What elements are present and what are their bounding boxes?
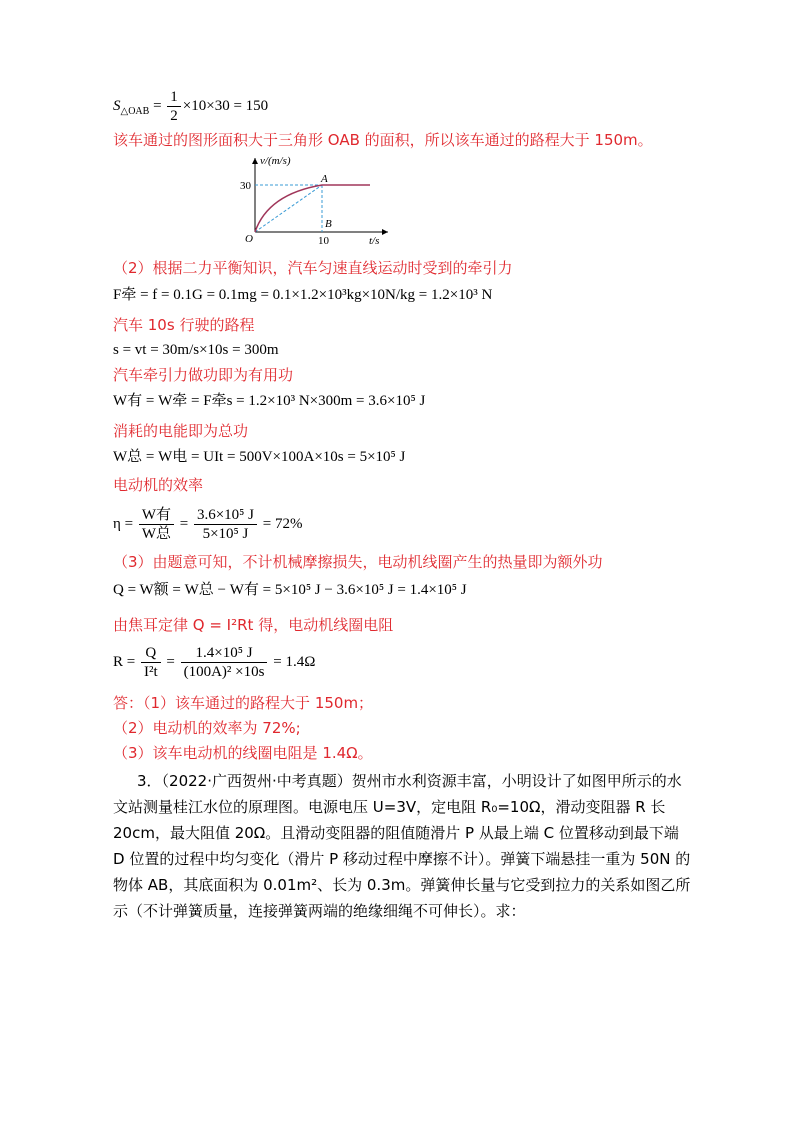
answer-3: （3）该车电动机的线圈电阻是 1.4Ω。 (113, 744, 373, 762)
total-work-label: 消耗的电能即为总功 (113, 422, 249, 440)
resistance-values (181, 644, 268, 681)
useful-work-equation: W有 = W牵 = F牵s = 1.2×10³ N×300m = 3.6×10⁵ J (113, 393, 426, 409)
y-axis-label: v/(m/s) (260, 155, 291, 167)
efficiency-values (194, 506, 257, 543)
fraction-numerator: 1.4×10⁵ J (181, 644, 268, 663)
fraction-numerator: Q (141, 644, 161, 663)
triangle-area-equation: $S_{\triangle OAB}$ = $\frac{1}{2}$ ×10×30 = 150 (113, 89, 269, 124)
area-subscript: △OAB (120, 105, 150, 117)
fraction-denominator: W总 (141, 526, 171, 543)
resistance-formula (141, 644, 161, 681)
efficiency-ratio (139, 506, 174, 543)
velocity-time-graph (230, 152, 400, 252)
force-equation: F牵 = f = 0.1G = 0.1mg = 0.1×1.2×10³kg×10N/kg = 1.2×10³ N (113, 287, 493, 303)
useful-work-label: 汽车牵引力做功即为有用功 (113, 366, 294, 384)
step2-intro: （2）根据二力平衡知识，汽车匀速直线运动时受到的牵引力 (113, 259, 513, 277)
answer-1: 答：（1）该车通过的路程大于 150m； (113, 694, 374, 712)
answer-2: （2）电动机的效率为 72%; (113, 719, 301, 737)
x-axis-label: t/s (369, 235, 380, 247)
efficiency-equation: η = $\frac{\text{W有}}{\text{W总}}$ = $\frac{\text{3.6×10⁵ J}}{\text{5×10⁵ J}}$ = 72% (113, 507, 303, 543)
dashed-diagonal-oa (255, 185, 322, 232)
point-a-label: A (321, 173, 328, 185)
problem-3-text: 3．（2022·广西贺州·中考真题）贺州市水利资源丰富，小明设计了如图甲所示的水文站测量桂江水位的原理图。电源电压 U=3V，定电阻 R₀=10Ω，滑动变阻器 R 长 20cm，最大阻值 20Ω。且滑动变阻器的阻值随滑片 P 从最上端 C 位置移动到最下端 D 位置的过程中均匀变化（滑片 P 移动过程中摩擦不计）。弹簧下端悬挂一重为 50N 的物体 AB，其底面积为 0.01m²、长为 0.3m。弹簧伸长量与它受到拉力的关系如图乙所示（不计弹簧质量，连接弹簧两端的绝缘细绳不可伸长）。求： (113, 772, 691, 920)
fraction-denominator: I²t (143, 664, 158, 681)
point-b-label: B (325, 218, 332, 230)
fraction-numerator: 1 (167, 88, 181, 107)
total-work-equation: W总 = W电 = UIt = 500V×100A×10s = 5×10⁵ J (113, 449, 406, 465)
distance-equation: s = vt = 30m/s×10s = 300m (113, 342, 279, 358)
fraction-denominator: 2 (170, 108, 178, 124)
distance-label: 汽车 10s 行驶的路程 (113, 316, 255, 334)
joule-law-label: 由焦耳定律 Q = I²Rt 得，电动机线圈电阻 (113, 616, 394, 634)
fraction-numerator: W有 (139, 506, 174, 525)
step3-intro: （3）由题意可知，不计机械摩擦损失，电动机线圈产生的热量即为额外功 (113, 553, 603, 571)
resistance-result: = 1.4Ω (273, 654, 316, 670)
origin-label: O (245, 233, 253, 245)
heat-equation: Q = W额 = W总 − W有 = 5×10⁵ J − 3.6×10⁵ J = 1.4×10⁵ J (113, 582, 467, 598)
resistance-equation: R = $\frac{Q}{\text{I²t}}$ = $\frac{\text{1.4×10⁵ J}}{\text{(100A)² ×10s}}$ = 1.4Ω (113, 645, 316, 681)
y-tick-30: 30 (240, 180, 251, 192)
x-tick-10: 10 (318, 235, 329, 247)
area-result: ×10×30 = 150 (182, 97, 269, 114)
fraction-denominator: (100A)² ×10s (183, 664, 265, 681)
resistance-lhs: R = (113, 654, 136, 670)
efficiency-label: 电动机的效率 (113, 476, 204, 494)
efficiency-result: = 72% (262, 516, 303, 532)
half-fraction (167, 88, 181, 125)
area-symbol: S (113, 97, 121, 114)
efficiency-lhs: η = (113, 516, 134, 532)
area-note: 该车通过的图形面积大于三角形 OAB 的面积，所以该车通过的路程大于 150m。 (113, 131, 653, 149)
fraction-numerator: 3.6×10⁵ J (194, 506, 257, 525)
fraction-denominator: 5×10⁵ J (202, 526, 249, 543)
